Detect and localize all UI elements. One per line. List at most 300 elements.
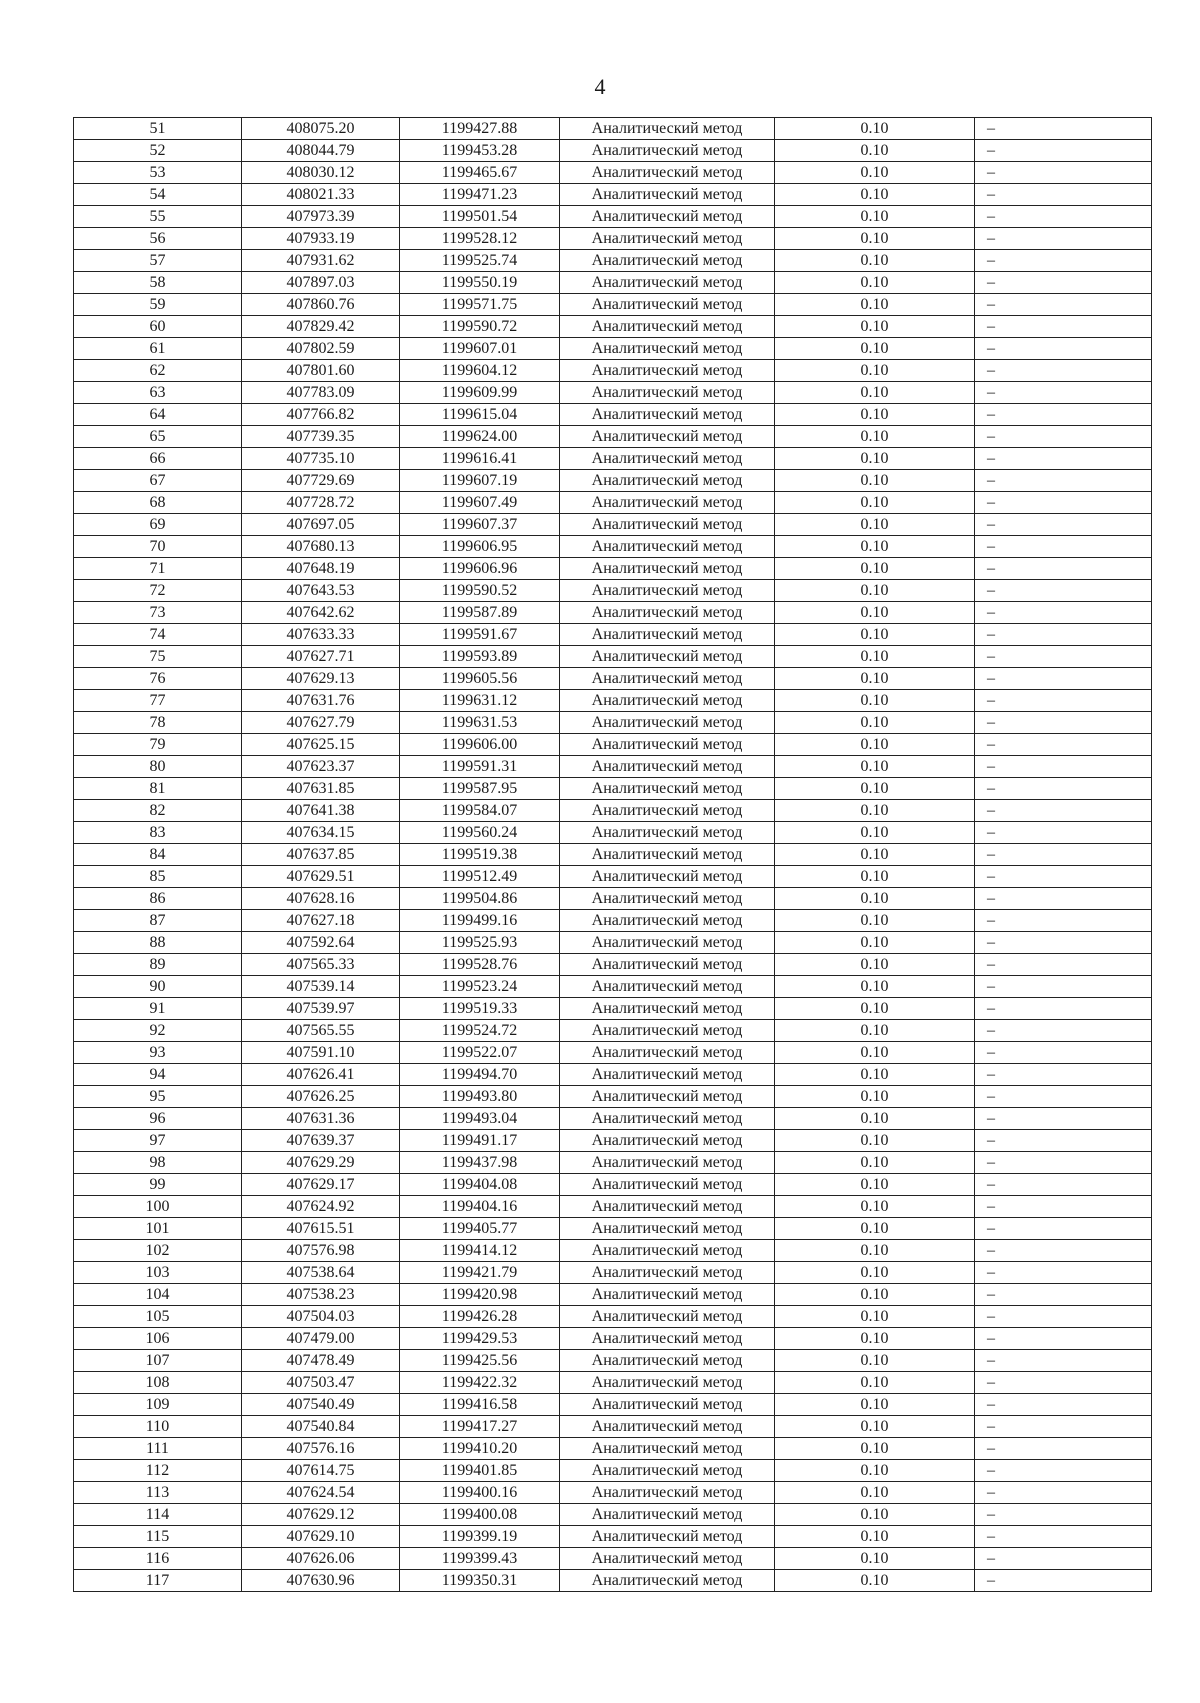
note-cell: –	[975, 1174, 1152, 1196]
point-number-cell: 56	[74, 228, 242, 250]
table-row	[74, 184, 1152, 206]
table-row	[74, 1416, 1152, 1438]
point-number-cell: 83	[74, 822, 242, 844]
note-cell: –	[975, 954, 1152, 976]
x-coordinate-cell: 407728.72	[242, 492, 400, 514]
point-number-cell: 98	[74, 1152, 242, 1174]
y-coordinate-cell: 1199631.12	[400, 690, 560, 712]
accuracy-cell: 0.10	[775, 1394, 975, 1416]
x-coordinate-cell: 407626.06	[242, 1548, 400, 1570]
y-coordinate-cell: 1199426.28	[400, 1306, 560, 1328]
method-cell: Аналитический метод	[560, 1196, 775, 1218]
table-row	[74, 1570, 1152, 1592]
accuracy-cell: 0.10	[775, 184, 975, 206]
method-cell: Аналитический метод	[560, 382, 775, 404]
x-coordinate-cell: 407539.14	[242, 976, 400, 998]
x-coordinate-cell: 408021.33	[242, 184, 400, 206]
point-number-cell: 59	[74, 294, 242, 316]
y-coordinate-cell: 1199590.52	[400, 580, 560, 602]
note-cell: –	[975, 426, 1152, 448]
method-cell: Аналитический метод	[560, 250, 775, 272]
method-cell: Аналитический метод	[560, 1174, 775, 1196]
accuracy-cell: 0.10	[775, 888, 975, 910]
point-number-cell: 111	[74, 1438, 242, 1460]
table-row	[74, 1306, 1152, 1328]
method-cell: Аналитический метод	[560, 668, 775, 690]
point-number-cell: 90	[74, 976, 242, 998]
table-row	[74, 1328, 1152, 1350]
page-number: 4	[594, 74, 606, 99]
note-cell: –	[975, 668, 1152, 690]
accuracy-cell: 0.10	[775, 1526, 975, 1548]
y-coordinate-cell: 1199525.74	[400, 250, 560, 272]
method-cell: Аналитический метод	[560, 822, 775, 844]
point-number-cell: 104	[74, 1284, 242, 1306]
table-row	[74, 778, 1152, 800]
point-number-cell: 115	[74, 1526, 242, 1548]
point-number-cell: 91	[74, 998, 242, 1020]
method-cell: Аналитический метод	[560, 712, 775, 734]
accuracy-cell: 0.10	[775, 646, 975, 668]
method-cell: Аналитический метод	[560, 1526, 775, 1548]
method-cell: Аналитический метод	[560, 184, 775, 206]
y-coordinate-cell: 1199584.07	[400, 800, 560, 822]
table-row	[74, 1504, 1152, 1526]
point-number-cell: 60	[74, 316, 242, 338]
y-coordinate-cell: 1199499.16	[400, 910, 560, 932]
point-number-cell: 79	[74, 734, 242, 756]
y-coordinate-cell: 1199420.98	[400, 1284, 560, 1306]
table-row	[74, 1218, 1152, 1240]
y-coordinate-cell: 1199550.19	[400, 272, 560, 294]
point-number-cell: 70	[74, 536, 242, 558]
table-row	[74, 272, 1152, 294]
x-coordinate-cell: 407565.55	[242, 1020, 400, 1042]
point-number-cell: 84	[74, 844, 242, 866]
x-coordinate-cell: 407576.16	[242, 1438, 400, 1460]
y-coordinate-cell: 1199400.08	[400, 1504, 560, 1526]
note-cell: –	[975, 1394, 1152, 1416]
table-row	[74, 1174, 1152, 1196]
point-number-cell: 92	[74, 1020, 242, 1042]
x-coordinate-cell: 407897.03	[242, 272, 400, 294]
note-cell: –	[975, 1108, 1152, 1130]
x-coordinate-cell: 407931.62	[242, 250, 400, 272]
table-row	[74, 1460, 1152, 1482]
x-coordinate-cell: 407627.71	[242, 646, 400, 668]
x-coordinate-cell: 407973.39	[242, 206, 400, 228]
point-number-cell: 101	[74, 1218, 242, 1240]
x-coordinate-cell: 407860.76	[242, 294, 400, 316]
note-cell: –	[975, 580, 1152, 602]
y-coordinate-cell: 1199493.80	[400, 1086, 560, 1108]
note-cell: –	[975, 712, 1152, 734]
accuracy-cell: 0.10	[775, 1416, 975, 1438]
method-cell: Аналитический метод	[560, 1460, 775, 1482]
note-cell: –	[975, 294, 1152, 316]
method-cell: Аналитический метод	[560, 1372, 775, 1394]
y-coordinate-cell: 1199501.54	[400, 206, 560, 228]
table-row	[74, 404, 1152, 426]
accuracy-cell: 0.10	[775, 1372, 975, 1394]
y-coordinate-cell: 1199587.89	[400, 602, 560, 624]
y-coordinate-cell: 1199525.93	[400, 932, 560, 954]
table-row	[74, 1042, 1152, 1064]
accuracy-cell: 0.10	[775, 1152, 975, 1174]
point-number-cell: 57	[74, 250, 242, 272]
method-cell: Аналитический метод	[560, 1284, 775, 1306]
point-number-cell: 86	[74, 888, 242, 910]
note-cell: –	[975, 976, 1152, 998]
x-coordinate-cell: 407739.35	[242, 426, 400, 448]
point-number-cell: 75	[74, 646, 242, 668]
coordinates-table	[73, 117, 1152, 1592]
note-cell: –	[975, 998, 1152, 1020]
point-number-cell: 55	[74, 206, 242, 228]
accuracy-cell: 0.10	[775, 294, 975, 316]
table-row	[74, 470, 1152, 492]
y-coordinate-cell: 1199425.56	[400, 1350, 560, 1372]
point-number-cell: 82	[74, 800, 242, 822]
method-cell: Аналитический метод	[560, 140, 775, 162]
note-cell: –	[975, 382, 1152, 404]
note-cell: –	[975, 910, 1152, 932]
note-cell: –	[975, 162, 1152, 184]
accuracy-cell: 0.10	[775, 1548, 975, 1570]
note-cell: –	[975, 1372, 1152, 1394]
x-coordinate-cell: 407933.19	[242, 228, 400, 250]
y-coordinate-cell: 1199571.75	[400, 294, 560, 316]
accuracy-cell: 0.10	[775, 910, 975, 932]
x-coordinate-cell: 407631.76	[242, 690, 400, 712]
point-number-cell: 103	[74, 1262, 242, 1284]
method-cell: Аналитический метод	[560, 558, 775, 580]
accuracy-cell: 0.10	[775, 866, 975, 888]
point-number-cell: 88	[74, 932, 242, 954]
point-number-cell: 67	[74, 470, 242, 492]
y-coordinate-cell: 1199350.31	[400, 1570, 560, 1592]
x-coordinate-cell: 407539.97	[242, 998, 400, 1020]
table-row	[74, 954, 1152, 976]
y-coordinate-cell: 1199422.32	[400, 1372, 560, 1394]
table-row	[74, 514, 1152, 536]
x-coordinate-cell: 407614.75	[242, 1460, 400, 1482]
accuracy-cell: 0.10	[775, 448, 975, 470]
accuracy-cell: 0.10	[775, 1130, 975, 1152]
accuracy-cell: 0.10	[775, 844, 975, 866]
point-number-cell: 96	[74, 1108, 242, 1130]
method-cell: Аналитический метод	[560, 1262, 775, 1284]
point-number-cell: 100	[74, 1196, 242, 1218]
accuracy-cell: 0.10	[775, 602, 975, 624]
x-coordinate-cell: 407642.62	[242, 602, 400, 624]
x-coordinate-cell: 407629.29	[242, 1152, 400, 1174]
x-coordinate-cell: 407591.10	[242, 1042, 400, 1064]
point-number-cell: 89	[74, 954, 242, 976]
point-number-cell: 78	[74, 712, 242, 734]
y-coordinate-cell: 1199414.12	[400, 1240, 560, 1262]
y-coordinate-cell: 1199607.19	[400, 470, 560, 492]
x-coordinate-cell: 407637.85	[242, 844, 400, 866]
point-number-cell: 116	[74, 1548, 242, 1570]
note-cell: –	[975, 470, 1152, 492]
accuracy-cell: 0.10	[775, 624, 975, 646]
note-cell: –	[975, 1328, 1152, 1350]
x-coordinate-cell: 407627.18	[242, 910, 400, 932]
table-row	[74, 1526, 1152, 1548]
note-cell: –	[975, 1262, 1152, 1284]
accuracy-cell: 0.10	[775, 1086, 975, 1108]
method-cell: Аналитический метод	[560, 932, 775, 954]
accuracy-cell: 0.10	[775, 514, 975, 536]
point-number-cell: 108	[74, 1372, 242, 1394]
x-coordinate-cell: 407626.25	[242, 1086, 400, 1108]
y-coordinate-cell: 1199512.49	[400, 866, 560, 888]
table-row	[74, 382, 1152, 404]
accuracy-cell: 0.10	[775, 756, 975, 778]
point-number-cell: 61	[74, 338, 242, 360]
y-coordinate-cell: 1199616.41	[400, 448, 560, 470]
table-row	[74, 1064, 1152, 1086]
table-row	[74, 712, 1152, 734]
note-cell: –	[975, 690, 1152, 712]
accuracy-cell: 0.10	[775, 426, 975, 448]
method-cell: Аналитический метод	[560, 800, 775, 822]
note-cell: –	[975, 1438, 1152, 1460]
method-cell: Аналитический метод	[560, 734, 775, 756]
x-coordinate-cell: 407641.38	[242, 800, 400, 822]
accuracy-cell: 0.10	[775, 976, 975, 998]
method-cell: Аналитический метод	[560, 1130, 775, 1152]
table-row	[74, 140, 1152, 162]
method-cell: Аналитический метод	[560, 228, 775, 250]
accuracy-cell: 0.10	[775, 1108, 975, 1130]
y-coordinate-cell: 1199494.70	[400, 1064, 560, 1086]
table-row	[74, 1350, 1152, 1372]
point-number-cell: 107	[74, 1350, 242, 1372]
note-cell: –	[975, 1218, 1152, 1240]
method-cell: Аналитический метод	[560, 1394, 775, 1416]
point-number-cell: 73	[74, 602, 242, 624]
x-coordinate-cell: 407592.64	[242, 932, 400, 954]
table-row	[74, 734, 1152, 756]
point-number-cell: 106	[74, 1328, 242, 1350]
table-row	[74, 1284, 1152, 1306]
note-cell: –	[975, 844, 1152, 866]
x-coordinate-cell: 407802.59	[242, 338, 400, 360]
y-coordinate-cell: 1199519.38	[400, 844, 560, 866]
y-coordinate-cell: 1199519.33	[400, 998, 560, 1020]
note-cell: –	[975, 338, 1152, 360]
table-row	[74, 448, 1152, 470]
accuracy-cell: 0.10	[775, 272, 975, 294]
note-cell: –	[975, 778, 1152, 800]
x-coordinate-cell: 407624.54	[242, 1482, 400, 1504]
note-cell: –	[975, 1196, 1152, 1218]
note-cell: –	[975, 1240, 1152, 1262]
note-cell: –	[975, 624, 1152, 646]
method-cell: Аналитический метод	[560, 206, 775, 228]
method-cell: Аналитический метод	[560, 1218, 775, 1240]
method-cell: Аналитический метод	[560, 910, 775, 932]
coordinates-table-body	[74, 118, 1152, 1592]
accuracy-cell: 0.10	[775, 492, 975, 514]
note-cell: –	[975, 272, 1152, 294]
method-cell: Аналитический метод	[560, 448, 775, 470]
note-cell: –	[975, 866, 1152, 888]
point-number-cell: 105	[74, 1306, 242, 1328]
note-cell: –	[975, 1152, 1152, 1174]
x-coordinate-cell: 407629.51	[242, 866, 400, 888]
point-number-cell: 62	[74, 360, 242, 382]
x-coordinate-cell: 407639.37	[242, 1130, 400, 1152]
point-number-cell: 109	[74, 1394, 242, 1416]
accuracy-cell: 0.10	[775, 800, 975, 822]
x-coordinate-cell: 407680.13	[242, 536, 400, 558]
point-number-cell: 93	[74, 1042, 242, 1064]
method-cell: Аналитический метод	[560, 1416, 775, 1438]
x-coordinate-cell: 407631.85	[242, 778, 400, 800]
accuracy-cell: 0.10	[775, 1196, 975, 1218]
table-row	[74, 1020, 1152, 1042]
accuracy-cell: 0.10	[775, 1438, 975, 1460]
y-coordinate-cell: 1199560.24	[400, 822, 560, 844]
point-number-cell: 63	[74, 382, 242, 404]
x-coordinate-cell: 407538.23	[242, 1284, 400, 1306]
table-row	[74, 976, 1152, 998]
point-number-cell: 74	[74, 624, 242, 646]
accuracy-cell: 0.10	[775, 1218, 975, 1240]
note-cell: –	[975, 1482, 1152, 1504]
accuracy-cell: 0.10	[775, 1240, 975, 1262]
y-coordinate-cell: 1199528.12	[400, 228, 560, 250]
accuracy-cell: 0.10	[775, 162, 975, 184]
note-cell: –	[975, 1504, 1152, 1526]
x-coordinate-cell: 407629.13	[242, 668, 400, 690]
table-row	[74, 932, 1152, 954]
note-cell: –	[975, 118, 1152, 140]
table-row	[74, 844, 1152, 866]
y-coordinate-cell: 1199604.12	[400, 360, 560, 382]
method-cell: Аналитический метод	[560, 118, 775, 140]
accuracy-cell: 0.10	[775, 822, 975, 844]
x-coordinate-cell: 407629.10	[242, 1526, 400, 1548]
y-coordinate-cell: 1199524.72	[400, 1020, 560, 1042]
x-coordinate-cell: 407540.49	[242, 1394, 400, 1416]
note-cell: –	[975, 1350, 1152, 1372]
x-coordinate-cell: 407540.84	[242, 1416, 400, 1438]
y-coordinate-cell: 1199593.89	[400, 646, 560, 668]
accuracy-cell: 0.10	[775, 1504, 975, 1526]
accuracy-cell: 0.10	[775, 998, 975, 1020]
table-row	[74, 1482, 1152, 1504]
note-cell: –	[975, 800, 1152, 822]
y-coordinate-cell: 1199417.27	[400, 1416, 560, 1438]
table-row	[74, 426, 1152, 448]
table-row	[74, 162, 1152, 184]
x-coordinate-cell: 407626.41	[242, 1064, 400, 1086]
point-number-cell: 112	[74, 1460, 242, 1482]
note-cell: –	[975, 536, 1152, 558]
y-coordinate-cell: 1199609.99	[400, 382, 560, 404]
accuracy-cell: 0.10	[775, 1020, 975, 1042]
note-cell: –	[975, 1548, 1152, 1570]
y-coordinate-cell: 1199590.72	[400, 316, 560, 338]
accuracy-cell: 0.10	[775, 1460, 975, 1482]
method-cell: Аналитический метод	[560, 976, 775, 998]
note-cell: –	[975, 1306, 1152, 1328]
method-cell: Аналитический метод	[560, 1504, 775, 1526]
table-row	[74, 888, 1152, 910]
point-number-cell: 54	[74, 184, 242, 206]
table-row	[74, 536, 1152, 558]
x-coordinate-cell: 407538.64	[242, 1262, 400, 1284]
table-row	[74, 1086, 1152, 1108]
y-coordinate-cell: 1199591.67	[400, 624, 560, 646]
table-row	[74, 492, 1152, 514]
note-cell: –	[975, 756, 1152, 778]
note-cell: –	[975, 228, 1152, 250]
method-cell: Аналитический метод	[560, 624, 775, 646]
accuracy-cell: 0.10	[775, 316, 975, 338]
table-row	[74, 646, 1152, 668]
note-cell: –	[975, 558, 1152, 580]
point-number-cell: 85	[74, 866, 242, 888]
note-cell: –	[975, 1064, 1152, 1086]
accuracy-cell: 0.10	[775, 118, 975, 140]
y-coordinate-cell: 1199401.85	[400, 1460, 560, 1482]
x-coordinate-cell: 407629.12	[242, 1504, 400, 1526]
point-number-cell: 110	[74, 1416, 242, 1438]
table-row	[74, 800, 1152, 822]
y-coordinate-cell: 1199605.56	[400, 668, 560, 690]
method-cell: Аналитический метод	[560, 338, 775, 360]
method-cell: Аналитический метод	[560, 580, 775, 602]
method-cell: Аналитический метод	[560, 492, 775, 514]
y-coordinate-cell: 1199607.49	[400, 492, 560, 514]
y-coordinate-cell: 1199607.37	[400, 514, 560, 536]
y-coordinate-cell: 1199624.00	[400, 426, 560, 448]
method-cell: Аналитический метод	[560, 1570, 775, 1592]
accuracy-cell: 0.10	[775, 382, 975, 404]
note-cell: –	[975, 1460, 1152, 1482]
method-cell: Аналитический метод	[560, 294, 775, 316]
point-number-cell: 94	[74, 1064, 242, 1086]
method-cell: Аналитический метод	[560, 1086, 775, 1108]
y-coordinate-cell: 1199399.19	[400, 1526, 560, 1548]
x-coordinate-cell: 407625.15	[242, 734, 400, 756]
x-coordinate-cell: 407478.49	[242, 1350, 400, 1372]
x-coordinate-cell: 407766.82	[242, 404, 400, 426]
method-cell: Аналитический метод	[560, 470, 775, 492]
x-coordinate-cell: 407479.00	[242, 1328, 400, 1350]
accuracy-cell: 0.10	[775, 558, 975, 580]
table-row	[74, 998, 1152, 1020]
method-cell: Аналитический метод	[560, 778, 775, 800]
point-number-cell: 64	[74, 404, 242, 426]
point-number-cell: 97	[74, 1130, 242, 1152]
accuracy-cell: 0.10	[775, 932, 975, 954]
note-cell: –	[975, 888, 1152, 910]
note-cell: –	[975, 1570, 1152, 1592]
table-row	[74, 316, 1152, 338]
y-coordinate-cell: 1199465.67	[400, 162, 560, 184]
y-coordinate-cell: 1199606.96	[400, 558, 560, 580]
method-cell: Аналитический метод	[560, 602, 775, 624]
x-coordinate-cell: 407631.36	[242, 1108, 400, 1130]
table-row	[74, 866, 1152, 888]
method-cell: Аналитический метод	[560, 690, 775, 712]
